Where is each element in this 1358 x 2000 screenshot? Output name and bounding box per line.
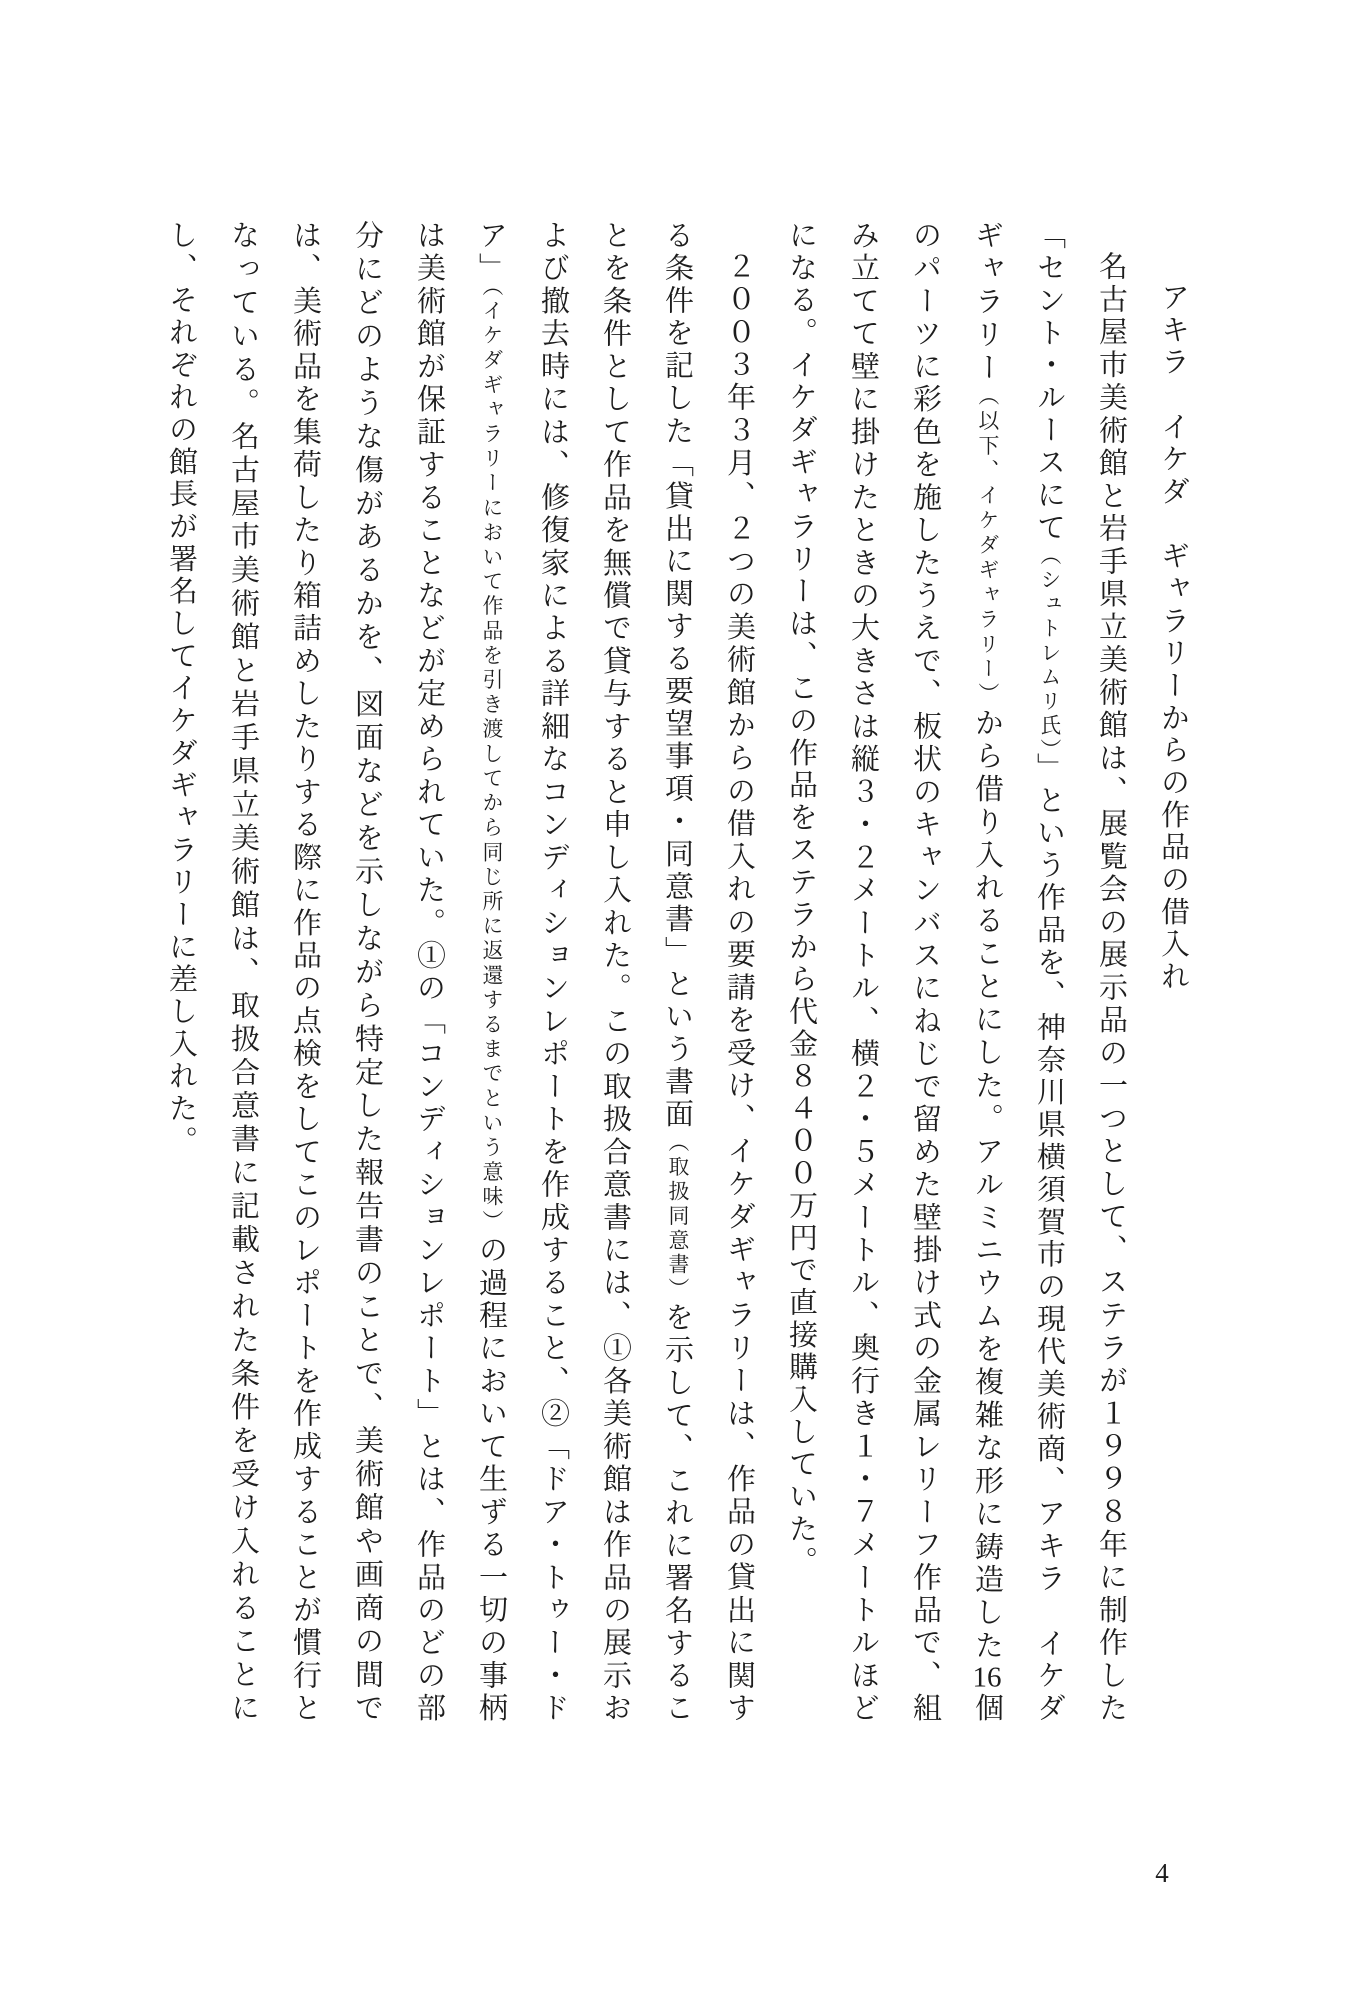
page-number: 4 (1155, 1858, 1169, 1888)
paragraph-1 (770, 220, 1142, 1758)
text-run: の過程において生ずる一切の事柄は美術館が保証することなどが定められていた。①の「コンディションレポート」とは、作品のどの部分にどのような傷があるかを、図面などを示しながら特定した報告書のことで、美術館や画商の間では、美術品を集荷したり箱詰めしたりする際に作品の点検をしてこのレポートを作成することが慣行となっている。名古屋市美術館と岩手県立美術館は、取扱合意書に記載された条件を受け入れることにし、それぞれの館長が署名してイケダギャラリーに差し入れた。 (165, 220, 507, 1726)
text-run: 個のパーツに彩色を施したうえで、板状のキャンバスにねじで留めた壁掛け式の金属レリーフ作品で、組み立てて壁に掛けたときの大きさは縦３・２メートル、横２・５メートル、奥行き１・７メートルほどになる。イケダギャラリーは、この作品をステラから代金８４００万円で直接購入していた。 (785, 220, 1003, 1725)
text-run: 」という作品を、神奈川県横須賀市の現代美術商、アキラ イケダ ギャラリー (971, 220, 1065, 1758)
text-run: から借り入れることにした。アルミニウムを複雑な形に鋳造した (971, 707, 1003, 1664)
inline-parenthetical-note: （シュトレムリ氏） (1037, 544, 1061, 753)
text-run: を示して、これに署名することを条件として作品を無償で貸与すると申し入れた。この取扱合意書には、①各美術館は作品の展示および撤去時には、修復家による詳細なコンディションレポートを作成すること、②「ドア・トゥー・ドア」 (475, 220, 693, 1725)
inline-parenthetical-note: （以下、イケダギャラリー） (975, 384, 999, 708)
tate-chu-yoko-number: 16 (972, 1663, 1002, 1693)
document-title: アキラ イケダ ギャラリーからの作品の借入れ (1157, 282, 1189, 994)
inline-parenthetical-note: （イケダギャラリーにおいて作品を引き渡してから同じ所に返還するまでという意味） (479, 285, 503, 1235)
inline-parenthetical-note: （取扱同意書） (665, 1131, 689, 1303)
vertical-text-block (134, 220, 1204, 1758)
paragraph-2 (150, 220, 770, 1725)
text-run: 名古屋市美術館と岩手県立美術館は、展覧会の展示品の一つとして、ステラが１９９８年に制作した「セント・ルースにて (1033, 220, 1127, 1725)
text-run: ２００３年３月、２つの美術館からの借入れの要請を受け、イケダギャラリーは、作品の貸出に関する条件を記した「貸出に関する要望事項・同意書」という書面 (661, 220, 755, 1725)
